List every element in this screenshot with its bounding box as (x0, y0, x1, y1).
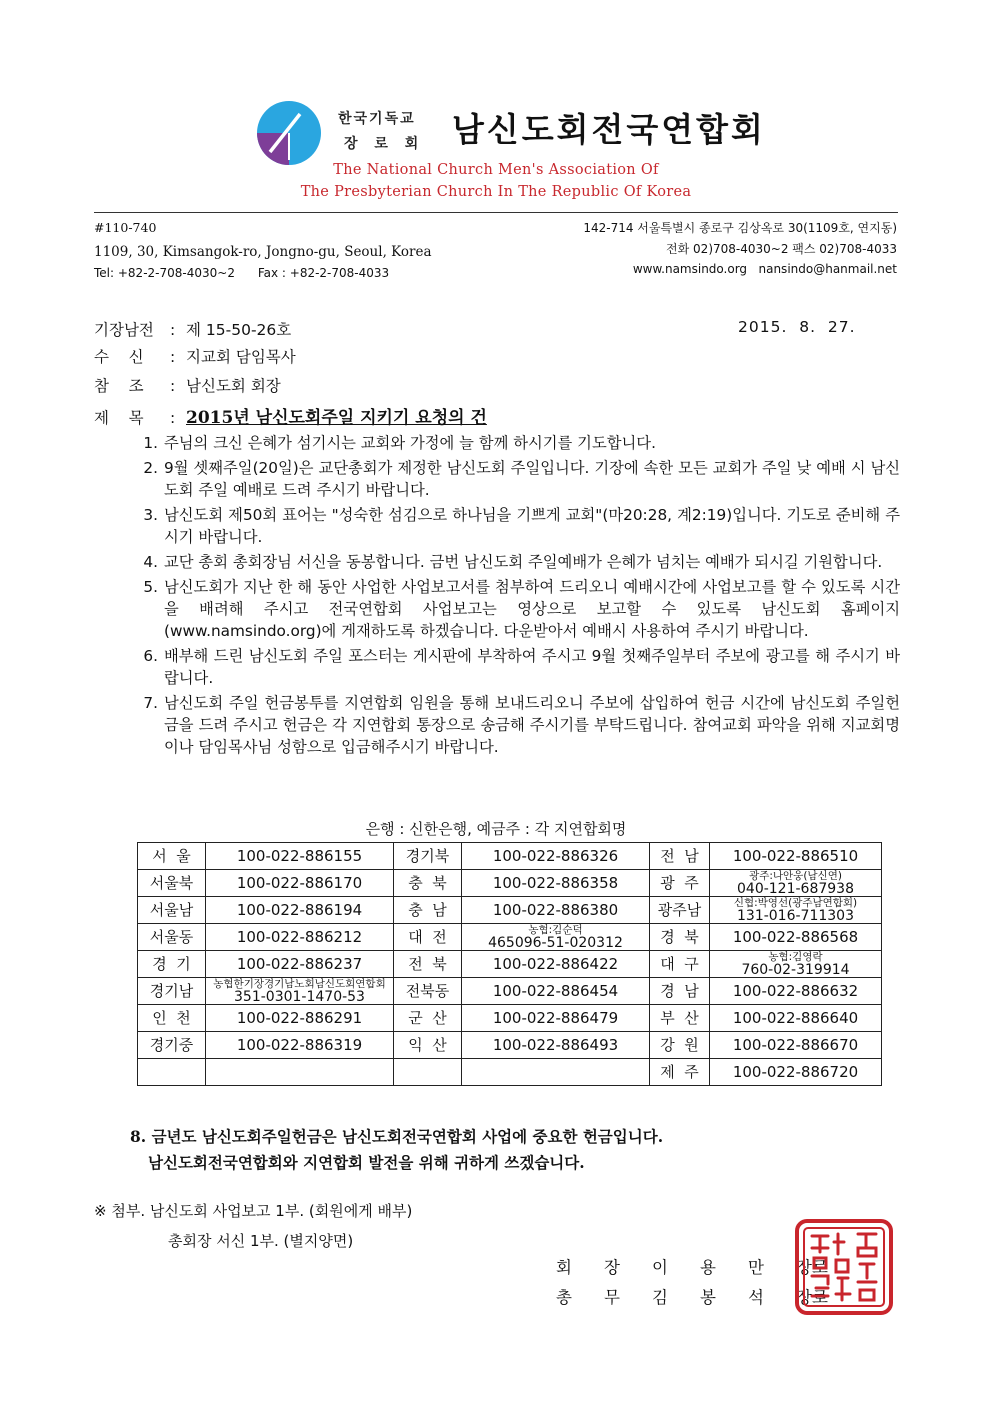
address-street-en: 1109, 30, Kimsangok-ro, Jongno-gu, Seoul, Korea (94, 244, 432, 260)
region-cell: 서 울 (138, 843, 206, 870)
account-holder-note: 신협:박영선(광주남연합회) (733, 896, 858, 909)
item-number: 7. (143, 694, 158, 712)
account-number: 040-121-687938 (737, 880, 854, 897)
table-row (138, 924, 882, 951)
account-cell: 100-022-886422 (462, 951, 650, 978)
account-holder-note: 농협:김순덕 (528, 923, 583, 936)
organization-name: 남신도회전국연합회 (452, 110, 766, 149)
recipient-row (94, 345, 296, 367)
account-cell: 100-022-886568 (710, 924, 882, 951)
region-cell: 경 남 (650, 978, 710, 1005)
account-cell (710, 870, 882, 897)
table-row (138, 978, 882, 1005)
address-postcode-en: #110-740 (94, 220, 157, 235)
address-street-ko: 142-714 서울특별시 종로구 김상옥로 30(1109호, 연지동) (583, 221, 897, 235)
region-cell (138, 1059, 206, 1086)
sig-title: 장로 (796, 1258, 828, 1277)
bank-caption: 은행 : 신한은행, 예금주 : 각 지연합회명 (365, 820, 627, 838)
sig-char: 만 (748, 1258, 764, 1277)
item-number: 2. (143, 459, 158, 477)
account-cell: 100-022-886319 (206, 1032, 394, 1059)
signature-president (556, 1254, 828, 1278)
account-cell: 100-022-886358 (462, 870, 650, 897)
account-number: 465096-51-020312 (488, 934, 623, 951)
item-text: 주님의 크신 은혜가 섬기시는 교회와 가정에 늘 함께 하시기를 기도합니다. (164, 434, 656, 452)
account-cell: 100-022-886194 (206, 897, 394, 924)
sig-char: 이 (652, 1258, 668, 1277)
recipient-label: 수 신 (94, 348, 144, 366)
item-text: 교단 총회 총회장님 서신을 동봉합니다. 금번 남신도회 주일예배가 은혜가 넘치는 예배가 되시길 기원합니다. (164, 553, 883, 571)
table-row (138, 1032, 882, 1059)
sig-char: 회 (556, 1258, 572, 1277)
item-8 (130, 1124, 663, 1176)
header-divider (94, 212, 898, 213)
item-8-line2: 남신도회전국연합회와 지연합회 발전을 위해 귀하게 쓰겠습니다. (148, 1153, 585, 1172)
table-row (138, 897, 882, 924)
item-number: 6. (143, 647, 158, 665)
region-cell: 군 산 (394, 1005, 462, 1032)
account-holder-note: 농협한기장경기남노회남신도회연합회 (213, 977, 386, 990)
recipient: 지교회 담임목사 (186, 348, 296, 366)
sig-char: 석 (748, 1288, 764, 1307)
account-cell: 100-022-886720 (710, 1059, 882, 1086)
region-cell: 부 산 (650, 1005, 710, 1032)
document-number-label: 기장남전 (94, 321, 154, 339)
sig-char: 김 (652, 1288, 668, 1307)
account-cell: 100-022-886380 (462, 897, 650, 924)
sig-char: 무 (604, 1288, 620, 1307)
letter-body-items (130, 432, 900, 761)
account-number: 351-0301-1470-53 (234, 988, 365, 1005)
subject-label: 제 목 (94, 409, 144, 427)
account-cell (710, 897, 882, 924)
sig-title: 장로 (796, 1288, 828, 1307)
region-cell: 강 원 (650, 1032, 710, 1059)
item-text: 남신도회 주일 헌금봉투를 지연합회 임원을 통해 보내드리오니 주보에 삽입하여 헌금 시간에 남신도회 주일헌금을 드려 주시고 헌금은 각 지연합회 통장으로 송금해 주시기를 부탁드립니다. 참여교회 파악을 위해 지교회명이나 담임목사님 성함으로 입금해주시기 바랍니다. (164, 694, 900, 756)
reference-label: 참 조 (94, 377, 144, 395)
region-cell: 충 북 (394, 870, 462, 897)
item-text: 배부해 드린 남신도회 주일 포스터는 게시판에 부착하여 주시고 9월 첫째주일부터 주보에 광고를 해 주시기 바랍니다. (164, 647, 900, 687)
document-number-row (94, 318, 291, 340)
separator: : (170, 348, 176, 366)
region-cell: 제 주 (650, 1059, 710, 1086)
table-row (138, 951, 882, 978)
item-number: 4. (143, 553, 158, 571)
item-8-line1: 8. 금년도 남신도회주일헌금은 남신도회전국연합회 사업에 중요한 헌금입니다. (130, 1127, 664, 1146)
region-cell: 서울남 (138, 897, 206, 924)
region-cell: 대 구 (650, 951, 710, 978)
account-cell: 100-022-886237 (206, 951, 394, 978)
attachment-line1: ※ 첨부. 남신도회 사업보고 1부. (회원에게 배부) (94, 1202, 413, 1220)
organization-logo-icon (256, 100, 322, 166)
region-cell: 경기북 (394, 843, 462, 870)
account-cell: 100-022-886632 (710, 978, 882, 1005)
item-text: 9월 셋째주일(20일)은 교단총회가 제정한 남신도회 주일입니다. 기장에 속한 모든 교회가 주일 낮 예배 시 남신도회 주일 예배로 드려 주시기 바랍니다. (164, 459, 900, 499)
region-cell: 경 기 (138, 951, 206, 978)
english-name-line1: The National Church Men's Association Of (333, 162, 659, 178)
table-row (138, 1005, 882, 1032)
account-number: 131-016-711303 (737, 907, 854, 924)
region-cell: 광주남 (650, 897, 710, 924)
region-cell: 서울동 (138, 924, 206, 951)
list-item (130, 692, 900, 758)
attachments (94, 1196, 412, 1256)
list-item (130, 645, 900, 689)
account-cell (462, 924, 650, 951)
bank-account-table (137, 842, 882, 1086)
region-cell: 전 북 (394, 951, 462, 978)
account-cell: 100-022-886155 (206, 843, 394, 870)
item-text: 남신도회가 지난 한 해 동안 사업한 사업보고서를 첨부하여 드리오니 예배시간에 사업보고를 할 수 있도록 시간을 배려해 주시고 전국연합회 사업보고는 영상으로 보고할 수 있도록 남신도회 홈페이지(www.namsindo.org)에 게재하도록 하겠습니다. 다운받아서 예배시 사용하여 주시기 바랍니다. (164, 578, 900, 640)
english-name-line2: The Presbyterian Church In The Republic Of Korea (300, 184, 692, 200)
official-seal-icon (794, 1218, 894, 1316)
account-holder-note: 광주:나안웅(남신연) (749, 869, 842, 882)
list-item (130, 504, 900, 548)
region-cell: 인 천 (138, 1005, 206, 1032)
reference: 남신도회 회장 (186, 377, 281, 395)
document-date: 2015. 8. 27. (738, 318, 856, 336)
account-cell: 100-022-886170 (206, 870, 394, 897)
region-cell: 경기남 (138, 978, 206, 1005)
account-cell: 100-022-886326 (462, 843, 650, 870)
address-phone-fax-en: Tel: +82-2-708-4030~2 Fax : +82-2-708-4033 (94, 266, 390, 280)
sig-char: 용 (700, 1258, 716, 1277)
list-item (130, 432, 900, 454)
region-cell: 전 남 (650, 843, 710, 870)
org-small-line2: 장 로 회 (344, 136, 425, 152)
separator: : (170, 409, 176, 427)
account-cell: 100-022-886640 (710, 1005, 882, 1032)
account-cell: 100-022-886479 (462, 1005, 650, 1032)
sig-char: 봉 (700, 1288, 716, 1307)
separator: : (170, 321, 176, 339)
list-item (130, 576, 900, 642)
account-cell (206, 978, 394, 1005)
item-number: 1. (143, 434, 158, 452)
item-text: 남신도회 제50회 표어는 "성숙한 섬김으로 하나님을 기쁘게 교회"(마20:28, 계2:19)입니다. 기도로 준비해 주시기 바랍니다. (164, 506, 900, 546)
region-cell: 서울북 (138, 870, 206, 897)
table-row (138, 1059, 882, 1086)
subject-row (94, 403, 487, 428)
website-email: www.namsindo.org nansindo@hanmail.net (632, 262, 897, 276)
account-cell: 100-022-886291 (206, 1005, 394, 1032)
account-cell (206, 1059, 394, 1086)
region-cell: 경 북 (650, 924, 710, 951)
region-cell: 경기중 (138, 1032, 206, 1059)
sig-char: 총 (556, 1288, 572, 1307)
region-cell: 대 전 (394, 924, 462, 951)
item-number: 5. (143, 578, 158, 596)
account-cell: 100-022-886493 (462, 1032, 650, 1059)
attachment-line2: 총회장 서신 1부. (별지양면) (168, 1232, 354, 1250)
list-item (130, 551, 900, 573)
org-small-line1: 한국기독교 (338, 111, 416, 127)
region-cell: 충 남 (394, 897, 462, 924)
subject: 2015년 남신도회주일 지키기 요청의 건 (186, 408, 487, 428)
signature-secretary (556, 1284, 828, 1308)
separator: : (170, 377, 176, 395)
reference-row (94, 374, 281, 396)
account-holder-note: 농협:김영락 (768, 950, 823, 963)
address-phone-fax-ko: 전화 02)708-4030~2 팩스 02)708-4033 (666, 242, 897, 256)
region-cell (394, 1059, 462, 1086)
region-cell: 광 주 (650, 870, 710, 897)
table-row (138, 843, 882, 870)
sig-char: 장 (604, 1258, 620, 1277)
account-cell: 100-022-886510 (710, 843, 882, 870)
table-row (138, 870, 882, 897)
account-number: 760-02-319914 (741, 961, 850, 978)
account-cell (462, 1059, 650, 1086)
list-item (130, 457, 900, 501)
region-cell: 전북동 (394, 978, 462, 1005)
account-cell: 100-022-886670 (710, 1032, 882, 1059)
account-cell (710, 951, 882, 978)
region-cell: 익 산 (394, 1032, 462, 1059)
account-cell: 100-022-886454 (462, 978, 650, 1005)
item-number: 3. (143, 506, 158, 524)
document-number: 제 15-50-26호 (186, 321, 292, 339)
account-cell: 100-022-886212 (206, 924, 394, 951)
